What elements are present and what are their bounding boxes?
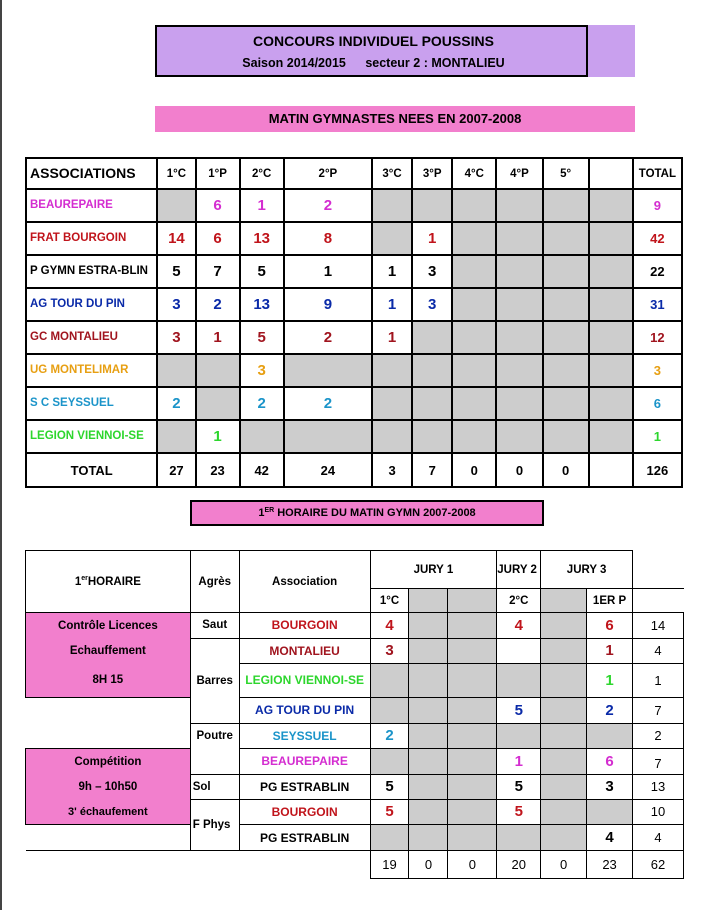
footer-blank — [26, 851, 191, 879]
total-cell: 0 — [543, 453, 589, 487]
header-5: 5° — [543, 158, 589, 189]
score-cell — [589, 255, 633, 288]
association-row — [26, 321, 682, 354]
score-cell — [496, 255, 542, 288]
score-cell — [157, 189, 195, 222]
grey-cell — [541, 749, 587, 775]
page-left-border — [0, 0, 2, 910]
score-cell: 14 — [157, 222, 195, 255]
score-cell — [412, 321, 452, 354]
score-cell — [372, 354, 412, 387]
score-cell — [452, 354, 496, 387]
association-name: AG TOUR DU PIN — [26, 288, 157, 321]
jury3-value: 4 — [587, 825, 633, 851]
grand-total: 126 — [633, 453, 682, 487]
jury3-value — [587, 723, 633, 749]
score-cell: 3 — [157, 321, 195, 354]
schedule-header-row — [26, 551, 684, 589]
header-total: TOTAL — [633, 158, 682, 189]
score-cell: 1 — [240, 189, 284, 222]
grey-cell — [448, 613, 497, 639]
jury2-value: 5 — [497, 698, 541, 724]
echauffement: Echauffement — [26, 638, 191, 663]
row-association: AG TOUR DU PIN — [239, 698, 370, 724]
document-title: CONCOURS INDIVIDUEL POUSSINS — [253, 33, 494, 49]
score-cell — [412, 420, 452, 453]
header-4c: 4°C — [452, 158, 496, 189]
horaire-num: 1 — [74, 575, 82, 588]
score-cell — [196, 387, 240, 420]
row-total: 4 — [633, 825, 684, 851]
score-cell: 3 — [412, 255, 452, 288]
jury2-value: 5 — [497, 774, 541, 799]
jury1-value: 4 — [370, 613, 409, 639]
score-cell — [589, 387, 633, 420]
score-cell: 2 — [157, 387, 195, 420]
row-total: 7 — [633, 698, 684, 724]
score-cell: 6 — [196, 189, 240, 222]
grey-cell — [448, 698, 497, 724]
footer-total: 62 — [633, 851, 684, 879]
score-cell — [496, 222, 542, 255]
agres-poutre: Poutre — [190, 723, 239, 774]
row-total: 10 — [633, 799, 684, 825]
sub-1erp: 1ER P — [587, 589, 633, 613]
grey-cell — [448, 638, 497, 663]
score-cell — [543, 255, 589, 288]
association-row — [26, 354, 682, 387]
association-name: P GYMN ESTRA-BLIN — [26, 255, 157, 288]
grey-cell — [409, 723, 448, 749]
score-cell: 5 — [240, 255, 284, 288]
score-cell — [543, 222, 589, 255]
agres-saut: Saut — [190, 613, 239, 639]
results-header-row — [26, 158, 682, 189]
association-row — [26, 222, 682, 255]
grey-cell — [409, 749, 448, 775]
grey-cell — [541, 774, 587, 799]
score-cell: 2 — [284, 189, 372, 222]
results-table — [25, 157, 683, 488]
schedule-table — [25, 550, 684, 879]
jury1-value: 5 — [370, 799, 409, 825]
footer-total: 23 — [587, 851, 633, 879]
grey-cell — [448, 774, 497, 799]
score-cell — [372, 420, 412, 453]
left-blank — [26, 723, 191, 749]
score-cell — [372, 387, 412, 420]
score-cell — [496, 288, 542, 321]
score-cell: 8 — [284, 222, 372, 255]
row-association: BEAUREPAIRE — [239, 749, 370, 775]
header-1c: 1°C — [157, 158, 195, 189]
time-8h15: 8H 15 — [26, 663, 191, 698]
jury1-value: 2 — [370, 723, 409, 749]
jury3-value: 3 — [587, 774, 633, 799]
jury1-value: 5 — [370, 774, 409, 799]
jury3-value: 6 — [587, 749, 633, 775]
score-cell — [589, 420, 633, 453]
jury3-value: 1 — [587, 663, 633, 698]
total-cell — [589, 453, 633, 487]
header-4p: 4°P — [496, 158, 542, 189]
header-3c: 3°C — [372, 158, 412, 189]
score-cell: 9 — [284, 288, 372, 321]
row-association: SEYSSUEL — [239, 723, 370, 749]
row-total: 4 — [633, 638, 684, 663]
title-box — [155, 25, 635, 77]
score-cell: 13 — [240, 288, 284, 321]
section2-title-text: HORAIRE DU MATIN GYMN 2007-2008 — [274, 507, 476, 519]
header-associations: ASSOCIATIONS — [26, 158, 157, 189]
grey-cell — [409, 698, 448, 724]
score-cell: 1 — [196, 420, 240, 453]
jury2-value — [497, 723, 541, 749]
agres-sol: Sol — [190, 774, 239, 799]
score-cell: 7 — [196, 255, 240, 288]
row-total: 9 — [633, 189, 682, 222]
association-row — [26, 387, 682, 420]
grey-cell — [541, 663, 587, 698]
grey-cell — [409, 774, 448, 799]
jury1-value — [370, 698, 409, 724]
competition: Compétition — [26, 749, 191, 775]
grey-cell — [541, 799, 587, 825]
row-total: 6 — [633, 387, 682, 420]
score-cell: 1 — [196, 321, 240, 354]
row-total: 22 — [633, 255, 682, 288]
score-cell — [412, 354, 452, 387]
score-cell: 5 — [240, 321, 284, 354]
section2-title-sup: ER — [264, 507, 275, 514]
section2-title — [190, 500, 544, 526]
association-row — [26, 189, 682, 222]
row-association: MONTALIEU — [239, 638, 370, 663]
header-1p: 1°P — [196, 158, 240, 189]
score-cell — [284, 354, 372, 387]
score-cell — [452, 420, 496, 453]
total-cell: 42 — [240, 453, 284, 487]
score-cell — [496, 420, 542, 453]
footer-total: 0 — [541, 851, 587, 879]
grey-cell — [409, 663, 448, 698]
schedule-row — [26, 663, 684, 698]
total-cell: 7 — [412, 453, 452, 487]
row-total: 13 — [633, 774, 684, 799]
score-cell: 3 — [240, 354, 284, 387]
grey-cell — [448, 825, 497, 851]
schedule-row — [26, 638, 684, 663]
header-2c: 2°C — [240, 158, 284, 189]
schedule-row — [26, 749, 684, 775]
grey-cell — [541, 613, 587, 639]
sub-1c: 1°C — [370, 589, 409, 613]
grey-cell — [409, 825, 448, 851]
section2-title-num: 1 — [258, 507, 265, 519]
score-cell: 1 — [284, 255, 372, 288]
grey-cell — [448, 723, 497, 749]
score-cell — [543, 420, 589, 453]
association-name: BEAUREPAIRE — [26, 189, 157, 222]
score-cell — [496, 321, 542, 354]
score-cell — [412, 189, 452, 222]
score-cell: 5 — [157, 255, 195, 288]
row-total: 14 — [633, 613, 684, 639]
score-cell: 6 — [196, 222, 240, 255]
row-total: 7 — [633, 749, 684, 775]
score-cell: 2 — [196, 288, 240, 321]
header-horaire — [26, 551, 191, 613]
header-blank — [589, 158, 633, 189]
association-name: FRAT BOURGOIN — [26, 222, 157, 255]
grey-cell — [541, 723, 587, 749]
footer-total: 20 — [497, 851, 541, 879]
association-row — [26, 255, 682, 288]
header-jury3: JURY 3 — [541, 551, 633, 589]
schedule-row — [26, 723, 684, 749]
score-cell: 3 — [412, 288, 452, 321]
score-cell — [196, 354, 240, 387]
sector-text: secteur 2 : MONTALIEU — [365, 56, 505, 70]
score-cell — [452, 189, 496, 222]
score-cell: 13 — [240, 222, 284, 255]
score-cell — [496, 387, 542, 420]
row-total: 42 — [633, 222, 682, 255]
title-frame — [155, 25, 588, 77]
total-cell: 0 — [496, 453, 542, 487]
header-empty — [633, 551, 684, 589]
grey-cell — [541, 589, 587, 613]
jury2-value — [497, 663, 541, 698]
score-cell — [452, 222, 496, 255]
jury3-value: 6 — [587, 613, 633, 639]
grey-cell — [448, 663, 497, 698]
grey-cell — [448, 799, 497, 825]
schedule-row — [26, 825, 684, 851]
jury3-value: 1 — [587, 638, 633, 663]
grey-cell — [409, 799, 448, 825]
jury2-value: 5 — [497, 799, 541, 825]
grey-cell — [541, 638, 587, 663]
score-cell — [496, 354, 542, 387]
score-cell — [452, 288, 496, 321]
score-cell — [543, 387, 589, 420]
header-2p: 2°P — [284, 158, 372, 189]
association-row — [26, 420, 682, 453]
jury2-value: 4 — [497, 613, 541, 639]
association-row — [26, 288, 682, 321]
jury2-value — [497, 825, 541, 851]
score-cell — [589, 354, 633, 387]
schedule-row — [26, 774, 684, 799]
schedule-row — [26, 799, 684, 825]
score-cell — [452, 387, 496, 420]
row-association: BOURGOIN — [239, 613, 370, 639]
score-cell — [543, 288, 589, 321]
score-cell — [157, 420, 195, 453]
header-association: Association — [239, 551, 370, 613]
header-jury1: JURY 1 — [370, 551, 497, 589]
total-cell: 3 — [372, 453, 412, 487]
score-cell — [543, 189, 589, 222]
header-jury2: JURY 2 — [497, 551, 541, 589]
agres-barres: Barres — [190, 638, 239, 723]
score-cell: 1 — [412, 222, 452, 255]
association-name: UG MONTELIMAR — [26, 354, 157, 387]
jury1-value — [370, 663, 409, 698]
header-3p: 3°P — [412, 158, 452, 189]
row-association: PG ESTRABLIN — [239, 774, 370, 799]
score-cell: 1 — [372, 321, 412, 354]
row-association: PG ESTRABLIN — [239, 825, 370, 851]
association-name: GC MONTALIEU — [26, 321, 157, 354]
footer-blank — [190, 851, 239, 879]
section1-title: MATIN GYMNASTES NEES EN 2007-2008 — [155, 106, 635, 132]
grey-cell — [541, 698, 587, 724]
echauffement-3: 3' échaufement — [26, 799, 191, 825]
jury3-value: 2 — [587, 698, 633, 724]
score-cell: 3 — [157, 288, 195, 321]
horaire-text: HORAIRE — [87, 575, 141, 588]
total-cell: 0 — [452, 453, 496, 487]
score-cell — [452, 321, 496, 354]
row-total: 1 — [633, 663, 684, 698]
row-total: 2 — [633, 723, 684, 749]
left-blank — [26, 698, 191, 724]
total-label: TOTAL — [26, 453, 157, 487]
jury2-value: 1 — [497, 749, 541, 775]
total-cell: 27 — [157, 453, 195, 487]
schedule-row — [26, 698, 684, 724]
footer-total: 19 — [370, 851, 409, 879]
score-cell: 1 — [372, 255, 412, 288]
score-cell — [589, 189, 633, 222]
sub-2c: 2°C — [497, 589, 541, 613]
score-cell — [452, 255, 496, 288]
grey-cell — [409, 638, 448, 663]
score-cell — [284, 420, 372, 453]
row-total: 12 — [633, 321, 682, 354]
footer-blank — [239, 851, 370, 879]
row-total: 1 — [633, 420, 682, 453]
results-total-row — [26, 453, 682, 487]
row-association: BOURGOIN — [239, 799, 370, 825]
left-blank — [26, 825, 191, 851]
grey-cell — [541, 825, 587, 851]
grey-cell — [409, 613, 448, 639]
agres-fphys: F Phys — [190, 799, 239, 851]
total-cell: 23 — [196, 453, 240, 487]
grey-cell — [409, 589, 448, 613]
schedule-footer-row — [26, 851, 684, 879]
score-cell — [240, 420, 284, 453]
score-cell — [496, 189, 542, 222]
score-cell — [589, 222, 633, 255]
horaire-sup: er — [81, 575, 88, 583]
season-text: Saison 2014/2015 — [242, 56, 346, 70]
total-cell: 24 — [284, 453, 372, 487]
score-cell — [372, 222, 412, 255]
row-total: 3 — [633, 354, 682, 387]
score-cell — [412, 387, 452, 420]
association-name: LEGION VIENNOI-SE — [26, 420, 157, 453]
schedule-row — [26, 613, 684, 639]
score-cell — [589, 321, 633, 354]
sub-empty — [633, 589, 684, 613]
row-association: LEGION VIENNOI-SE — [239, 663, 370, 698]
footer-total: 0 — [409, 851, 448, 879]
season-line — [157, 56, 590, 70]
score-cell — [372, 189, 412, 222]
jury2-value — [497, 638, 541, 663]
controle-licences: Contrôle Licences — [26, 613, 191, 639]
score-cell — [157, 354, 195, 387]
header-agres: Agrès — [190, 551, 239, 613]
score-cell: 1 — [372, 288, 412, 321]
score-cell — [543, 354, 589, 387]
score-cell: 2 — [284, 387, 372, 420]
row-total: 31 — [633, 288, 682, 321]
association-name: S C SEYSSUEL — [26, 387, 157, 420]
score-cell — [543, 321, 589, 354]
jury3-value — [587, 799, 633, 825]
grey-cell — [448, 749, 497, 775]
score-cell: 2 — [284, 321, 372, 354]
jury1-value: 3 — [370, 638, 409, 663]
time-competition: 9h – 10h50 — [26, 774, 191, 799]
jury1-value — [370, 825, 409, 851]
footer-total: 0 — [448, 851, 497, 879]
score-cell — [589, 288, 633, 321]
grey-cell — [448, 589, 497, 613]
jury1-value — [370, 749, 409, 775]
score-cell: 2 — [240, 387, 284, 420]
